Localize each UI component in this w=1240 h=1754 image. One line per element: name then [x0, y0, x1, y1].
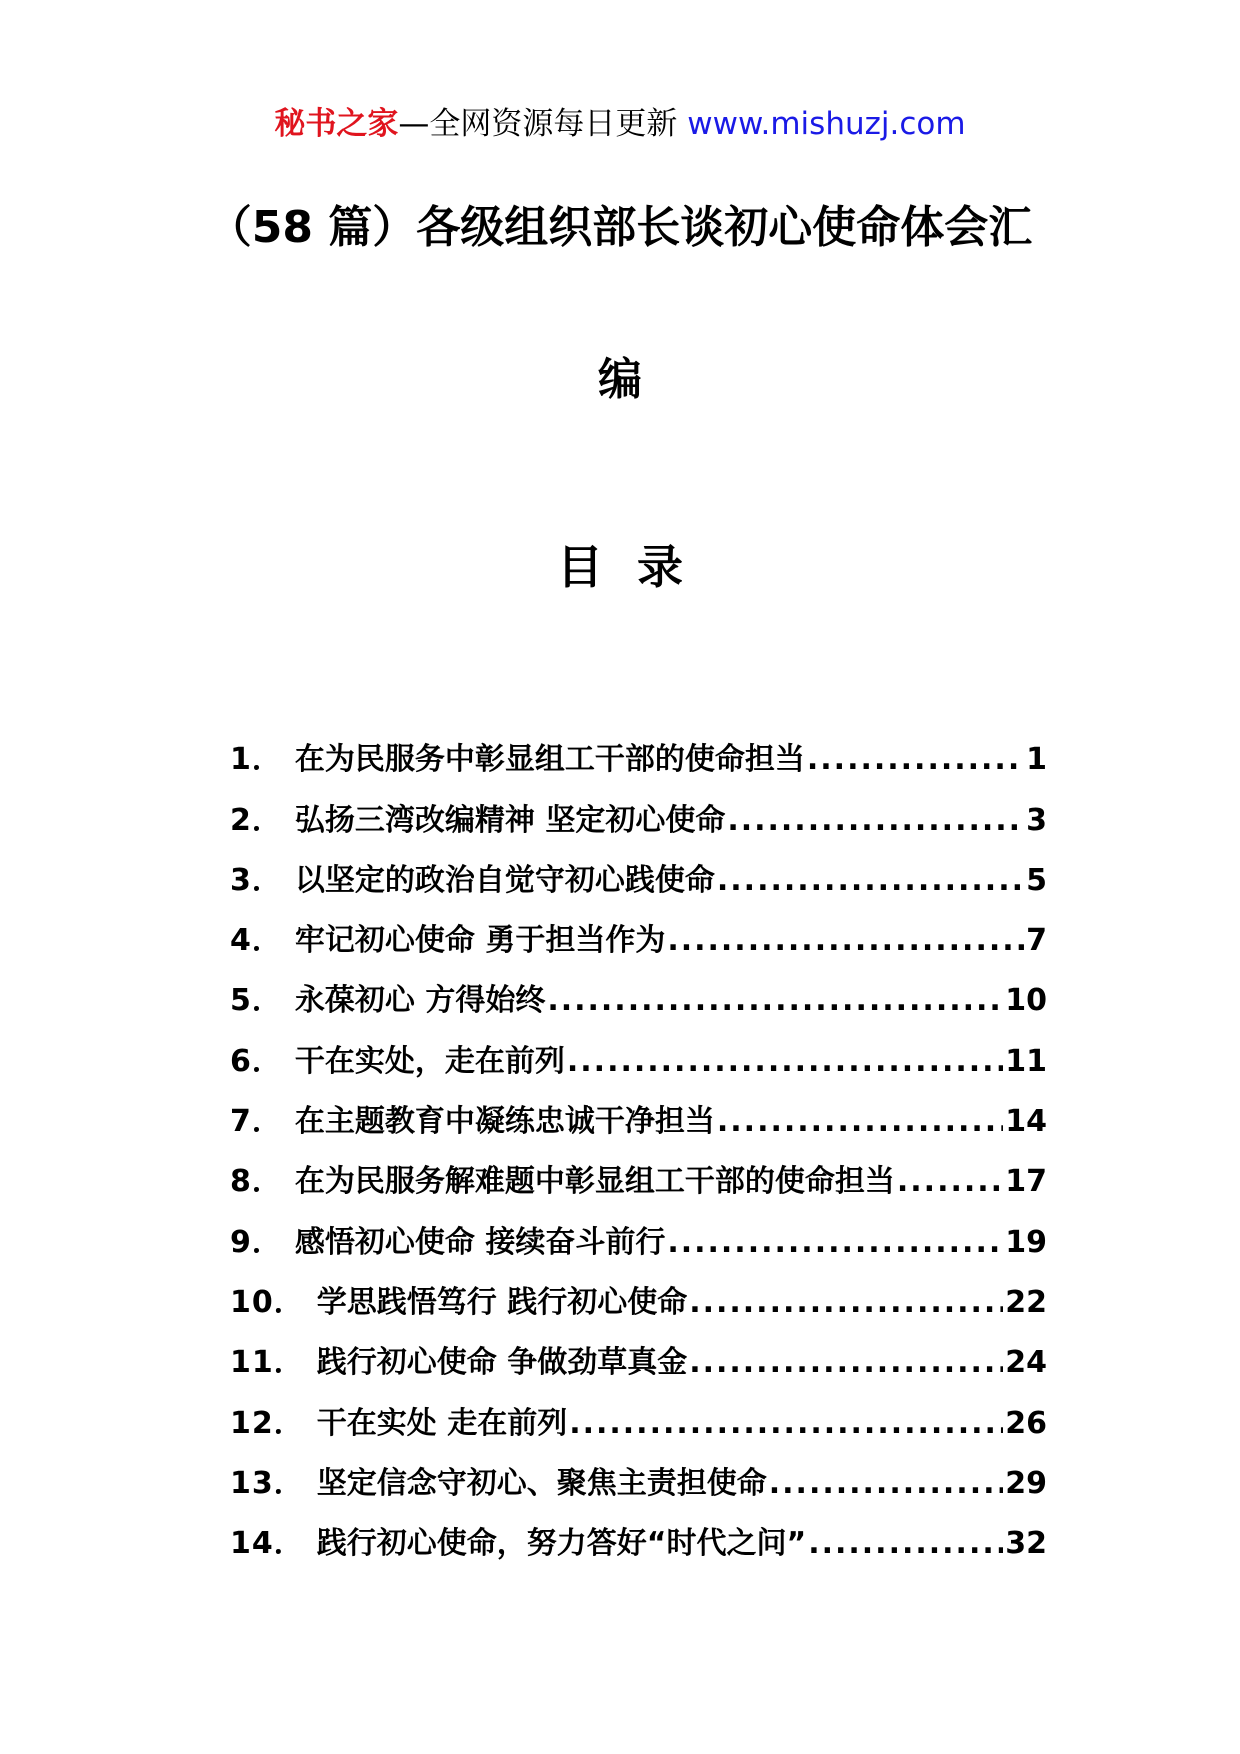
toc-entry-title: 践行初心使命 争做劲草真金	[316, 1345, 688, 1381]
header-slogan: —全网资源每日更新	[398, 106, 678, 142]
toc-entry-number: 13．	[230, 1465, 305, 1501]
toc-entry-number: 2．	[230, 802, 283, 838]
toc-dot-leader	[547, 971, 1003, 1031]
toc-entry[interactable]	[230, 1333, 1047, 1393]
toc-entry-title: 感悟初心使命 接续奋斗前行	[294, 1224, 666, 1260]
toc-entry-page-number: 14	[1005, 1104, 1047, 1140]
toc-entry-page-number: 3	[1026, 802, 1047, 838]
toc-entry-number: 3．	[230, 862, 283, 898]
toc-dot-leader	[667, 911, 1024, 971]
toc-entry-page-number: 24	[1005, 1345, 1047, 1381]
toc-entry-title: 在主题教育中凝练忠诚干净担当	[294, 1104, 715, 1140]
toc-entry-title: 以坚定的政治自觉守初心践使命	[294, 862, 715, 898]
toc-entry[interactable]	[230, 1514, 1047, 1574]
document-title-line-2: 编	[598, 354, 642, 405]
toc-entry-number: 14．	[230, 1526, 305, 1562]
toc-dot-leader	[667, 1213, 1003, 1273]
toc-entry-number: 11．	[230, 1345, 305, 1381]
toc-entry-title: 学思践悟笃行 践行初心使命	[316, 1284, 688, 1320]
toc-entry-page-number: 32	[1005, 1526, 1047, 1562]
toc-entry-page-number: 22	[1005, 1284, 1047, 1320]
toc-entry-number: 10．	[230, 1284, 305, 1320]
brand-name: 秘书之家	[274, 106, 399, 142]
toc-dot-leader	[807, 730, 1024, 790]
toc-entry-number: 5．	[230, 983, 283, 1019]
toc-entry[interactable]	[230, 1454, 1047, 1514]
toc-entry-number: 9．	[230, 1224, 283, 1260]
toc-dot-leader	[689, 1333, 1003, 1393]
toc-dot-leader	[569, 1394, 1003, 1454]
toc-entry[interactable]	[230, 911, 1047, 971]
toc-dot-leader	[717, 1092, 1003, 1152]
toc-entry-page-number: 29	[1005, 1465, 1047, 1501]
toc-entry-page-number: 17	[1005, 1164, 1047, 1200]
toc-heading: 目录	[557, 540, 717, 594]
toc-dot-leader	[717, 851, 1024, 911]
toc-entry[interactable]	[230, 1393, 1047, 1453]
toc-entry-title: 牢记初心使命 勇于担当作为	[294, 923, 666, 959]
toc-entry-title: 干在实处 走在前列	[316, 1405, 568, 1441]
toc-entry[interactable]	[230, 851, 1047, 911]
toc-entry-title: 干在实处，走在前列	[294, 1043, 565, 1079]
toc-dot-leader	[727, 791, 1024, 851]
toc-entry[interactable]	[230, 1273, 1047, 1333]
toc-entry-page-number: 26	[1005, 1405, 1047, 1441]
toc-entry[interactable]	[230, 1212, 1047, 1272]
toc-entry-page-number: 11	[1005, 1043, 1047, 1079]
toc-entry-number: 4．	[230, 923, 283, 959]
toc-dot-leader	[808, 1514, 1003, 1574]
toc-dot-leader	[769, 1454, 1004, 1514]
toc-entry-title: 践行初心使命，努力答好“时代之问”	[316, 1526, 807, 1562]
toc-dot-leader	[897, 1152, 1003, 1212]
toc-entry-page-number: 1	[1026, 742, 1047, 778]
toc-dot-leader	[567, 1032, 1003, 1092]
toc-entry-page-number: 19	[1005, 1224, 1047, 1260]
toc-entry-page-number: 10	[1005, 983, 1047, 1019]
toc-entry[interactable]	[230, 730, 1047, 790]
toc-entry-number: 1．	[230, 742, 283, 778]
toc-entry-number: 12．	[230, 1405, 305, 1441]
toc-entry-number: 6．	[230, 1043, 283, 1079]
toc-entry[interactable]	[230, 790, 1047, 850]
toc-entry-title: 坚定信念守初心、聚焦主责担使命	[316, 1465, 767, 1501]
table-of-contents	[230, 730, 1047, 1574]
toc-dot-leader	[689, 1273, 1003, 1333]
toc-entry-title: 永葆初心 方得始终	[294, 983, 546, 1019]
toc-entry-page-number: 7	[1026, 923, 1047, 959]
toc-entry[interactable]	[230, 1031, 1047, 1091]
site-header	[0, 100, 1240, 148]
toc-entry-number: 7．	[230, 1104, 283, 1140]
toc-entry[interactable]	[230, 971, 1047, 1031]
document-title-line-1: （58 篇）各级组织部长谈初心使命体会汇	[207, 202, 1033, 253]
site-url-link[interactable]: www.mishuzj.com	[687, 106, 966, 142]
toc-entry-number: 8．	[230, 1164, 283, 1200]
toc-entry-title: 在为民服务中彰显组工干部的使命担当	[294, 742, 805, 778]
toc-entry[interactable]	[230, 1152, 1047, 1212]
toc-entry-title: 在为民服务解难题中彰显组工干部的使命担当	[294, 1164, 895, 1200]
toc-entry-title: 弘扬三湾改编精神 坚定初心使命	[294, 802, 726, 838]
toc-entry-page-number: 5	[1026, 862, 1047, 898]
toc-entry[interactable]	[230, 1092, 1047, 1152]
